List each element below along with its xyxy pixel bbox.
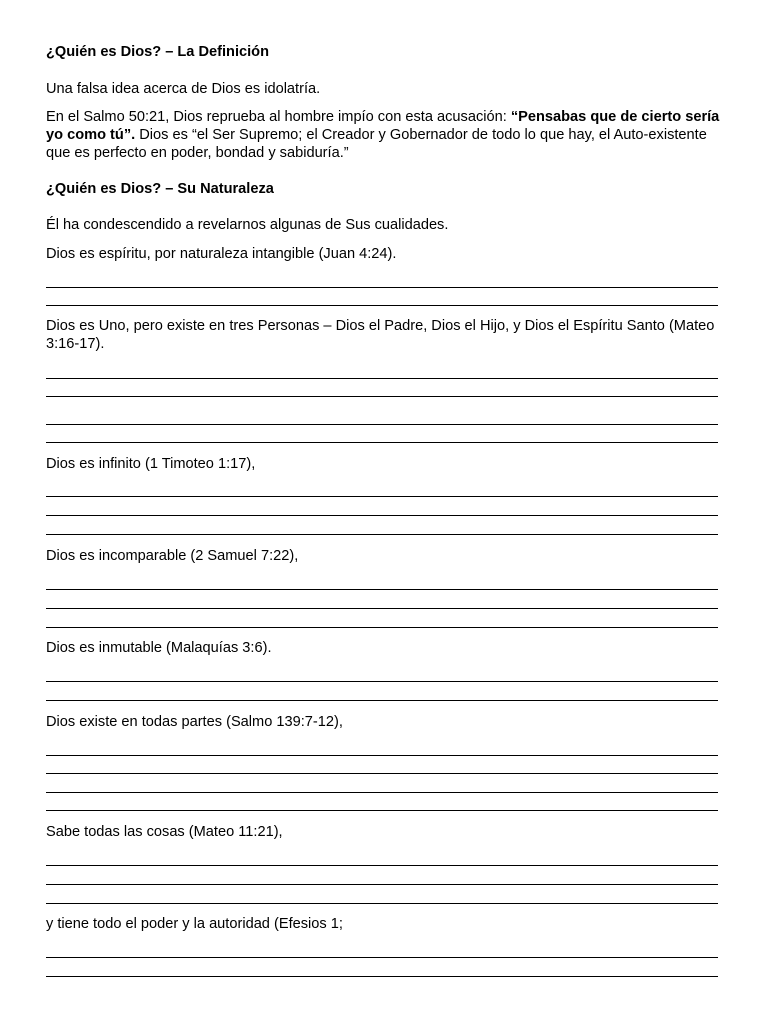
heading-nature: ¿Quién es Dios? – Su Naturaleza	[46, 181, 274, 197]
paragraph-psalm	[46, 108, 726, 162]
answer-line[interactable]	[46, 305, 718, 306]
answer-line[interactable]	[46, 515, 718, 516]
item-omnipotent: y tiene todo el poder y la autoridad (Efesios 1;	[46, 916, 343, 932]
answer-line[interactable]	[46, 396, 718, 397]
answer-line[interactable]	[46, 700, 718, 701]
item-spirit: Dios es espíritu, por naturaleza intangible (Juan 4:24).	[46, 246, 397, 262]
answer-line[interactable]	[46, 792, 718, 793]
answer-line[interactable]	[46, 865, 718, 866]
item-immutable: Dios es inmutable (Malaquías 3:6).	[46, 640, 272, 656]
answer-line[interactable]	[46, 810, 718, 811]
answer-line[interactable]	[46, 957, 718, 958]
psalm-intro-text: En el Salmo 50:21, Dios reprueba al hombre impío con esta acusación:	[46, 109, 511, 125]
answer-line[interactable]	[46, 903, 718, 904]
item-omniscient: Sabe todas las cosas (Mateo 11:21),	[46, 824, 283, 840]
answer-line[interactable]	[46, 976, 718, 977]
item-incomparable: Dios es incomparable (2 Samuel 7:22),	[46, 548, 299, 564]
answer-line[interactable]	[46, 773, 718, 774]
definition-text: Dios es “el Ser Supremo; el Creador y Gobernador de todo lo que hay, el Auto-existente que es perfecto en poder, bondad y sabiduría.”	[46, 127, 707, 161]
answer-line[interactable]	[46, 424, 718, 425]
answer-line[interactable]	[46, 442, 718, 443]
paragraph-intro: Él ha condescendido a revelarnos algunas de Sus cualidades.	[46, 217, 449, 233]
item-omnipresent: Dios existe en todas partes (Salmo 139:7-12),	[46, 714, 343, 730]
answer-line[interactable]	[46, 496, 718, 497]
answer-line[interactable]	[46, 884, 718, 885]
answer-line[interactable]	[46, 287, 718, 288]
answer-line[interactable]	[46, 534, 718, 535]
answer-line[interactable]	[46, 627, 718, 628]
answer-line[interactable]	[46, 378, 718, 379]
psalm-quote: “Pensabas que de cierto sería yo como tú”.	[46, 109, 720, 143]
answer-line[interactable]	[46, 589, 718, 590]
item-infinite: Dios es infinito (1 Timoteo 1:17),	[46, 456, 256, 472]
heading-definition: ¿Quién es Dios? – La Definición	[46, 44, 269, 60]
paragraph-idolatry: Una falsa idea acerca de Dios es idolatría.	[46, 81, 321, 97]
item-trinity: Dios es Uno, pero existe en tres Personas – Dios el Padre, Dios el Hijo, y Dios el Espíritu Santo (Mateo 3:16-17).	[46, 318, 715, 352]
answer-line[interactable]	[46, 608, 718, 609]
answer-line[interactable]	[46, 681, 718, 682]
answer-line[interactable]	[46, 755, 718, 756]
